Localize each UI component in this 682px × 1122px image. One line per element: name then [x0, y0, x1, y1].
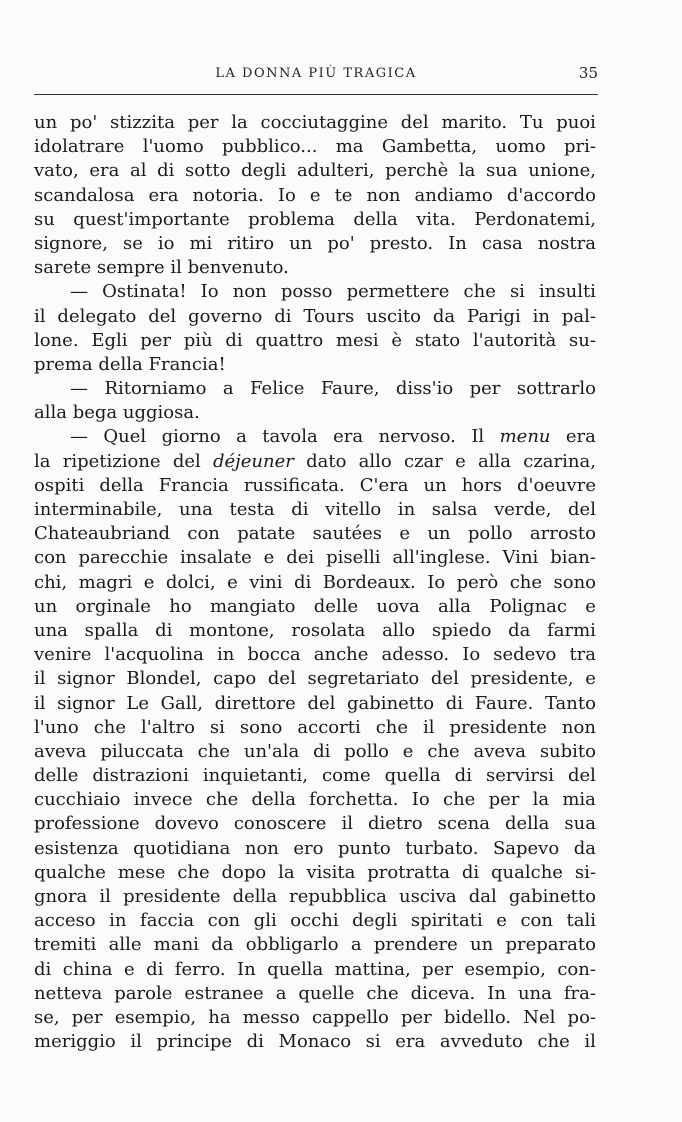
text-line: una spalla di montone, rosolata allo spiedo da farmi [34, 619, 596, 641]
text-line: su quest'importante problema della vita. Perdonatemi, [34, 208, 596, 230]
running-title: LA DONNA PIÙ TRAGICA [215, 66, 417, 81]
text-line: gnora il presidente della repubblica usciva dal gabinetto [34, 886, 596, 907]
text-line: venire l'acquolina in bocca anche adesso. Io sedevo tra [34, 644, 597, 666]
text-line: un po' stizzita per la cocciutaggine del marito. Tu puoi [34, 112, 596, 133]
text-line: — Ostinata! Io non posso permettere che si insulti [70, 281, 596, 303]
text-line: alla bega uggiosa. [34, 402, 200, 424]
text-line: l'uno che l'altro si sono accorti che il presidente non [34, 716, 596, 738]
text-line: — Ritorniamo a Felice Faure, diss'io per sottrarlo [70, 378, 596, 400]
text-line: il delegato del governo di Tours uscito da Parigi in pal- [34, 305, 596, 327]
text-line: scandalosa era notoria. Io e te non andiamo d'accordo [34, 184, 596, 206]
text-line: Chateaubriand con patate sautées e un pollo arrosto [34, 523, 596, 545]
text-line: prema della Francia! [34, 353, 226, 375]
text-line: professione dovevo conoscere il dietro scena della sua [34, 813, 596, 835]
text-line: netteva parole estranee a quelle che diceva. In una fra- [34, 982, 596, 1004]
text-line: chi, magri e dolci, e vini di Bordeaux. Io però che sono [34, 571, 597, 593]
text-line: aveva piluccata che un'ala di pollo e che aveva subito [34, 740, 596, 762]
text-line: tremiti alle mani da obbligarlo a prendere un preparato [34, 934, 596, 956]
body-text [34, 111, 596, 1054]
text-line: idolatrare l'uomo pubblico... ma Gambetta, uomo pri- [34, 136, 596, 158]
text-line: signore, se io mi ritiro un po' presto. In casa nostra [34, 232, 596, 254]
page-number: 35 [578, 64, 598, 82]
text-line: acceso in faccia con gli occhi degli spiritati e con tali [34, 910, 596, 932]
text-line: interminabile, una testa di vitello in salsa verde, del [34, 499, 596, 520]
text-line: meriggio il principe di Monaco si era avveduto che il [34, 1031, 596, 1053]
text-line: sarete sempre il benvenuto. [34, 257, 289, 279]
text-line: ospiti della Francia russificata. C'era un hors d'oeuvre [34, 474, 596, 496]
text-line: delle distrazioni inquietanti, come quella di servirsi del [34, 765, 596, 787]
text-line: se, per esempio, ha messo cappello per bidello. Nel po- [34, 1006, 596, 1028]
text-line: il signor Blondel, capo del segretariato del presidente, e [34, 668, 596, 690]
text-line: di china e di ferro. In quella mattina, per esempio, con- [34, 958, 596, 980]
text-line: qualche mese che dopo la visita protratta di qualche si- [34, 861, 596, 883]
text-line: la ripetizione del déjeuner dato allo czar e alla czarina, [34, 450, 596, 472]
text-line: il signor Le Gall, direttore del gabinetto di Faure. Tanto [34, 692, 596, 714]
text-line: esistenza quotidiana non ero punto turbato. Sapevo da [34, 837, 596, 859]
text-line: con parecchie insalate e dei piselli all'inglese. Vini bian- [34, 547, 596, 569]
text-line: cucchiaio invece che della forchetta. Io che per la mia [34, 789, 596, 811]
header-rule [34, 94, 598, 95]
text-line: lone. Egli per più di quattro mesi è stato l'autorità su- [34, 329, 596, 351]
text-line: un orginale ho mangiato delle uova alla Polignac e [34, 595, 596, 617]
text-line: — Quel giorno a tavola era nervoso. Il menu era [70, 426, 596, 448]
page-header [34, 62, 598, 92]
text-line: vato, era al di sotto degli adulteri, perchè la sua unione, [34, 160, 596, 182]
